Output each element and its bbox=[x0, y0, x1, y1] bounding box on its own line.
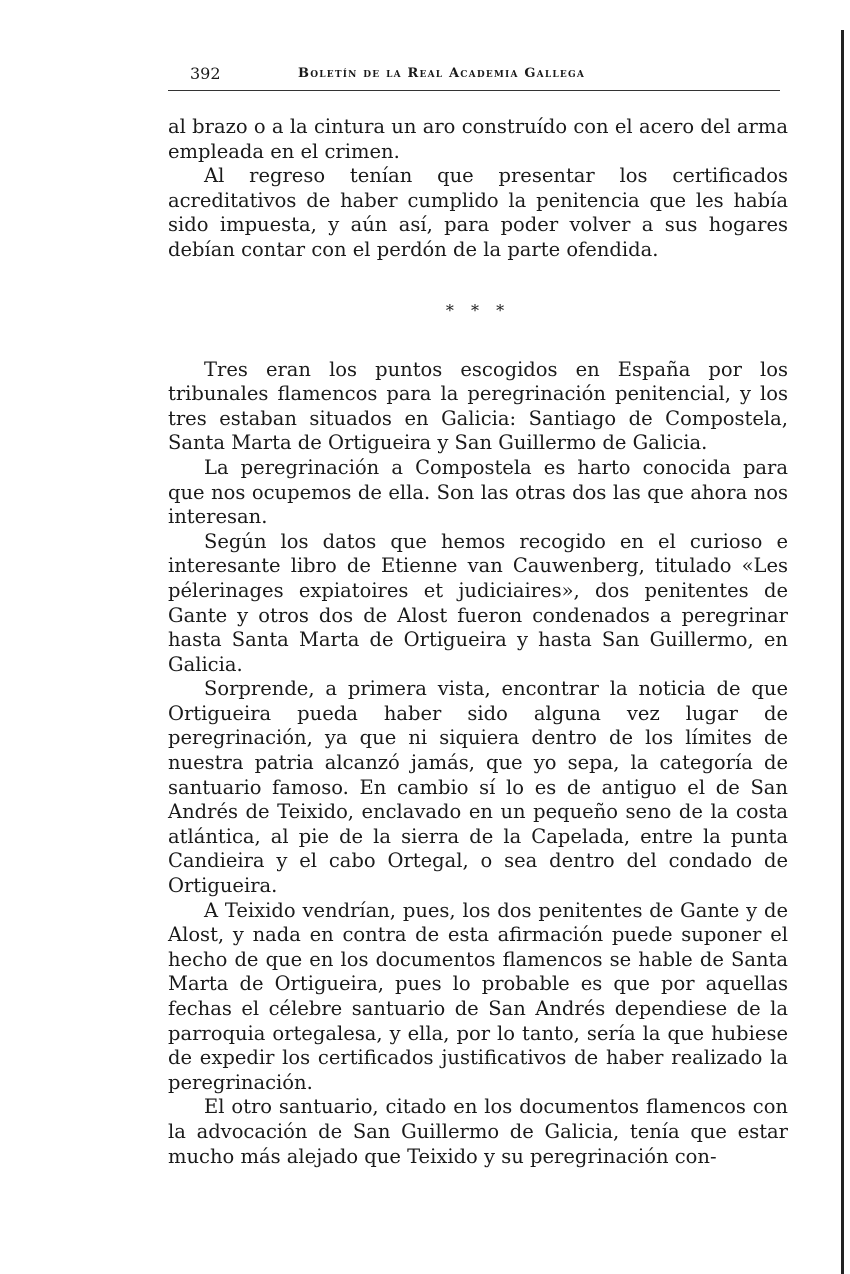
page-number: 392 bbox=[190, 64, 221, 83]
running-title: Boletín de la Real Academia Gallega bbox=[298, 66, 586, 81]
paragraph: Tres eran los puntos escogidos en España por los tribunales flamencos para la peregrinación penitencial, y los tres estaban situados en Galicia: Santiago de Compostela, Santa Marta de Ortigueira y San Guillermo de Galicia. bbox=[168, 357, 788, 455]
paragraph: al brazo o a la cintura un aro construído con el acero del arma empleada en el crimen. bbox=[168, 115, 788, 163]
header-rule bbox=[168, 90, 780, 91]
paragraph: El otro santuario, citado en los documentos flamencos con la advocación de San Guillermo de Galicia, tenía que estar mucho más alejado que Teixido y su peregrinación con- bbox=[168, 1095, 788, 1168]
section-separator: * * * bbox=[445, 300, 511, 320]
paragraph: Sorprende, a primera vista, encontrar la noticia de que Ortigueira pueda haber sido alguna vez lugar de peregrinación, ya que ni siquiera dentro de los límites de nuestra patria alcanzó jamás, que yo sepa, la categoría de santuario famoso. En cambio sí lo es de antiguo el de San Andrés de Teixido, enclavado en un pequeño seno de la costa atlántica, al pie de la sierra de la Capelada, entre la punta Candieira y el cabo Ortegal, o sea dentro del condado de Ortigueira. bbox=[168, 677, 788, 898]
paragraph: A Teixido vendrían, pues, los dos penitentes de Gante y de Alost, y nada en contra de esta afirmación puede suponer el hecho de que en los documentos flamencos se hable de Santa Marta de Ortigueira, pues lo probable es que por aquellas fechas el célebre santuario de San Andrés dependiese de la parroquia ortegalesa, y ella, por lo tanto, sería la que hubiese de expedir los certificados justificativos de haber realizado la peregrinación. bbox=[168, 898, 788, 1094]
paragraph: Según los datos que hemos recogido en el curioso e interesante libro de Etienne van Cauwenberg, titulado «Les pélerinages expiatoires et judiciaires», dos penitentes de Gante y otros dos de Alost fueron condenados a peregrinar hasta Santa Marta de Ortigueira y hasta San Guillermo, en Galicia. bbox=[168, 529, 788, 676]
paragraph: Al regreso tenían que presentar los certificados acreditativos de haber cumplido la penitencia que les había sido impuesta, y aún así, para poder volver a sus hogares debían contar con el perdón de la parte ofendida. bbox=[168, 164, 788, 261]
page-header bbox=[168, 62, 780, 88]
page-edge-shadow bbox=[841, 30, 844, 1274]
body-text bbox=[168, 115, 788, 1169]
paragraph: La peregrinación a Compostela es harto conocida para que nos ocupemos de ella. Son las otras dos las que ahora nos interesan. bbox=[168, 455, 788, 529]
